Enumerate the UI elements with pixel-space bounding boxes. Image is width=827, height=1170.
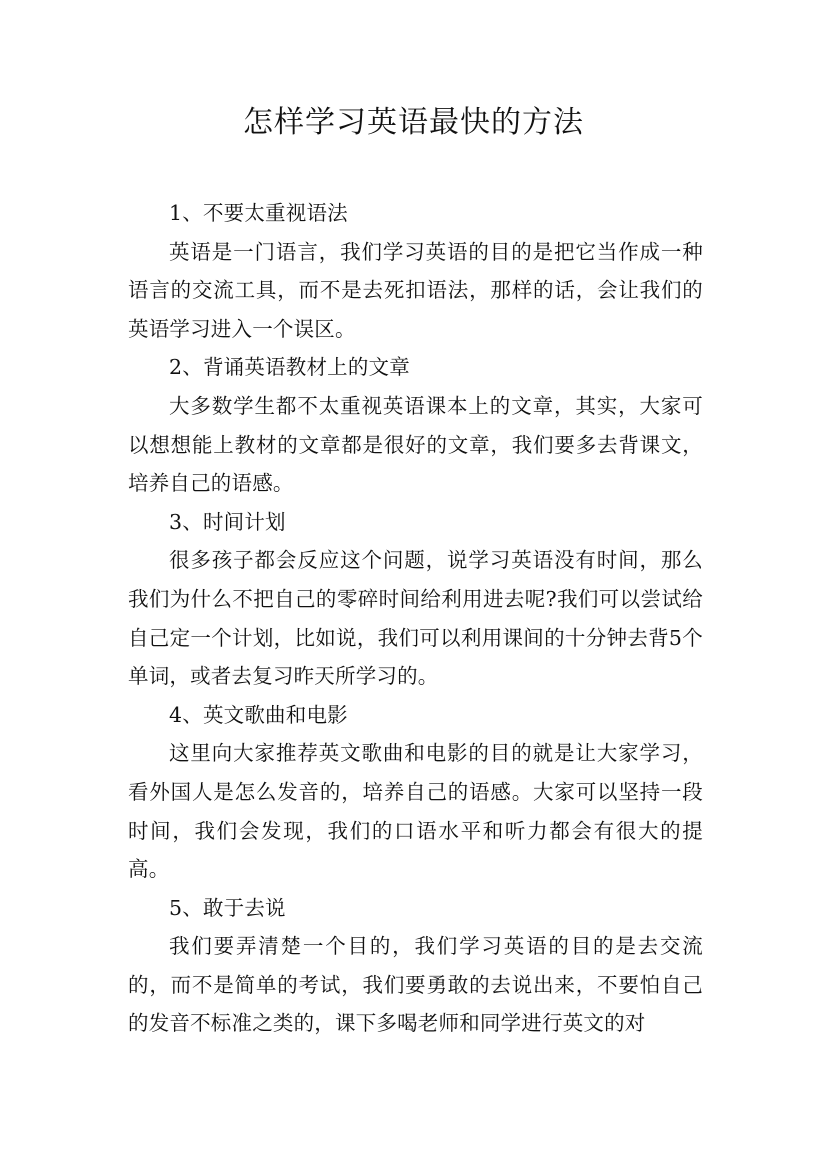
section-paragraph-3: 很多孩子都会反应这个问题，说学习英语没有时间，那么我们为什么不把自己的零碎时间给利用进去呢?我们可以尝试给自己定一个计划，比如说，我们可以利用课间的十分钟去背5个单词，或者去复习昨天所学习的。: [128, 548, 703, 689]
section-heading-3: 3、时间计划: [169, 509, 286, 534]
section-paragraph-5: 我们要弄清楚一个目的，我们学习英语的目的是去交流的，而不是简单的考试，我们要勇敢的去说出来，不要怕自己的发音不标准之类的，课下多喝老师和同学进行英文的对: [128, 934, 703, 1036]
section-paragraph-1: 英语是一门语言，我们学习英语的目的是把它当作成一种语言的交流工具，而不是去死扣语法，那样的话，会让我们的英语学习进入一个误区。: [128, 239, 703, 341]
section-heading-5: 5、敢于去说: [169, 895, 286, 920]
section-paragraph-4: 这里向大家推荐英文歌曲和电影的目的就是让大家学习，看外国人是怎么发音的，培养自己的语感。大家可以坚持一段时间，我们会发现，我们的口语水平和听力都会有很大的提高。: [128, 741, 703, 882]
document-body: [128, 194, 703, 1043]
document-title: 怎样学习英语最快的方法: [243, 105, 584, 140]
section-heading-1: 1、不要太重视语法: [169, 201, 348, 225]
section-heading-4: 4、英文歌曲和电影: [169, 702, 348, 727]
section-paragraph-2: 大多数学生都不太重视英语课本上的文章，其实，大家可以想想能上教材的文章都是很好的文章，我们要多去背课文，培养自己的语感。: [128, 393, 703, 496]
section-heading-2: 2、背诵英语教材上的文章: [169, 355, 410, 380]
